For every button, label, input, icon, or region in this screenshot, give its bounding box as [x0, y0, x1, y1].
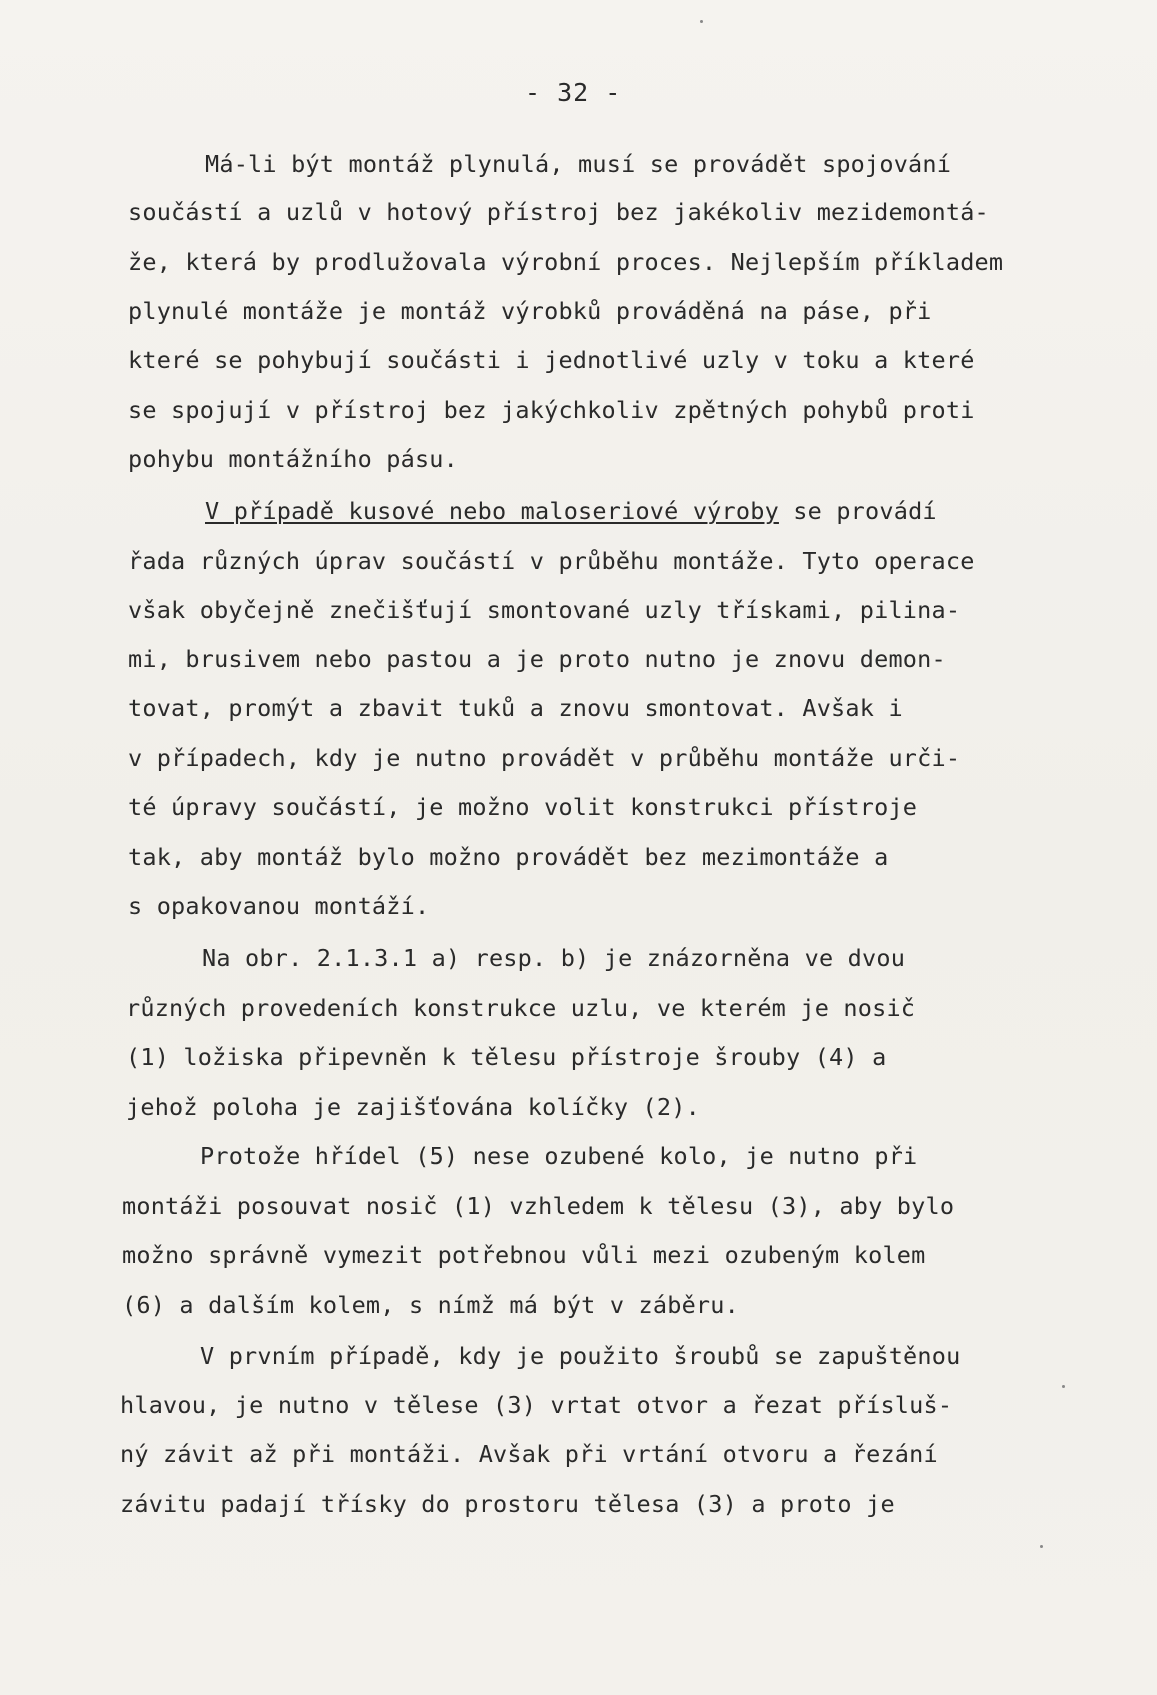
- paragraph-1-line-7: pohybu montážního pásu.: [128, 445, 459, 473]
- paragraph-1-line-5: které se pohybují součásti i jednotlivé uzly v toku a které: [128, 346, 975, 374]
- paragraph-2-line-4: mi, brusivem nebo pastou a je proto nutno je znovu demon-: [128, 645, 946, 673]
- paragraph-5-line-4: závitu padají třísky do prostoru tělesa (3) a proto je: [120, 1490, 895, 1518]
- paragraph-3-line-3: (1) ložiska připevněn k tělesu přístroje šrouby (4) a: [126, 1043, 887, 1071]
- page-number: - 32 -: [525, 78, 622, 107]
- paragraph-4-line-2: montáži posouvat nosič (1) vzhledem k tělesu (3), aby bylo: [122, 1192, 955, 1220]
- paragraph-2-line-7: té úpravy součástí, je možno volit konstrukci přístroje: [128, 793, 918, 821]
- paragraph-2-line-2: řada různých úprav součástí v průběhu montáže. Tyto operace: [128, 547, 975, 575]
- paragraph-1-line-3: že, která by prodlužovala výrobní proces. Nejlepším příkladem: [128, 248, 1004, 276]
- paragraph-3-line-2: různých provedeních konstrukce uzlu, ve kterém je nosič: [126, 994, 916, 1022]
- paragraph-3-line-4: jehož poloha je zajišťována kolíčky (2).: [126, 1093, 700, 1121]
- paragraph-2-line-9: s opakovanou montáží.: [128, 892, 430, 920]
- paragraph-2-line-8: tak, aby montáž bylo možno provádět bez mezimontáže a: [128, 843, 889, 871]
- paragraph-2-line-1: [205, 497, 937, 525]
- paragraph-1-line-2: součástí a uzlů v hotový přístroj bez jakékoliv mezidemontá-: [128, 198, 989, 226]
- paragraph-1-line-1: Má-li být montáž plynulá, musí se provádět spojování: [205, 150, 952, 178]
- scan-speck: [1040, 1545, 1043, 1548]
- paragraph-5-line-1: V prvním případě, kdy je použito šroubů se zapuštěnou: [200, 1342, 961, 1370]
- paragraph-1-line-4: plynulé montáže je montáž výrobků prováděná na páse, při: [128, 297, 932, 325]
- paragraph-4-line-1: Protože hřídel (5) nese ozubené kolo, je nutno při: [200, 1142, 918, 1170]
- paragraph-2-line-1-rest: se provádí: [778, 497, 937, 525]
- paragraph-3-line-1: Na obr. 2.1.3.1 a) resp. b) je znázorněna ve dvou: [202, 944, 906, 972]
- paragraph-4-line-3: možno správně vymezit potřebnou vůli mezi ozubeným kolem: [122, 1241, 926, 1269]
- paragraph-2-line-6: v případech, kdy je nutno provádět v průběhu montáže urči-: [128, 744, 961, 772]
- scan-speck: [1062, 1385, 1065, 1388]
- paragraph-2-line-3: však obyčejně znečišťují smontované uzly třískami, pilina-: [128, 596, 961, 624]
- paragraph-1-line-6: se spojují v přístroj bez jakýchkoliv zpětných pohybů proti: [128, 396, 975, 424]
- underlined-phrase: V případě kusové nebo maloseriové výroby: [205, 497, 779, 525]
- paragraph-4-line-4: (6) a dalším kolem, s nímž má být v záběru.: [122, 1291, 739, 1319]
- paragraph-2-line-5: tovat, promýt a zbavit tuků a znovu smontovat. Avšak i: [128, 694, 903, 722]
- paragraph-5-line-3: ný závit až při montáži. Avšak při vrtání otvoru a řezání: [120, 1440, 938, 1468]
- paragraph-5-line-2: hlavou, je nutno v tělese (3) vrtat otvor a řezat přísluš-: [120, 1391, 953, 1419]
- scan-speck: [700, 20, 703, 23]
